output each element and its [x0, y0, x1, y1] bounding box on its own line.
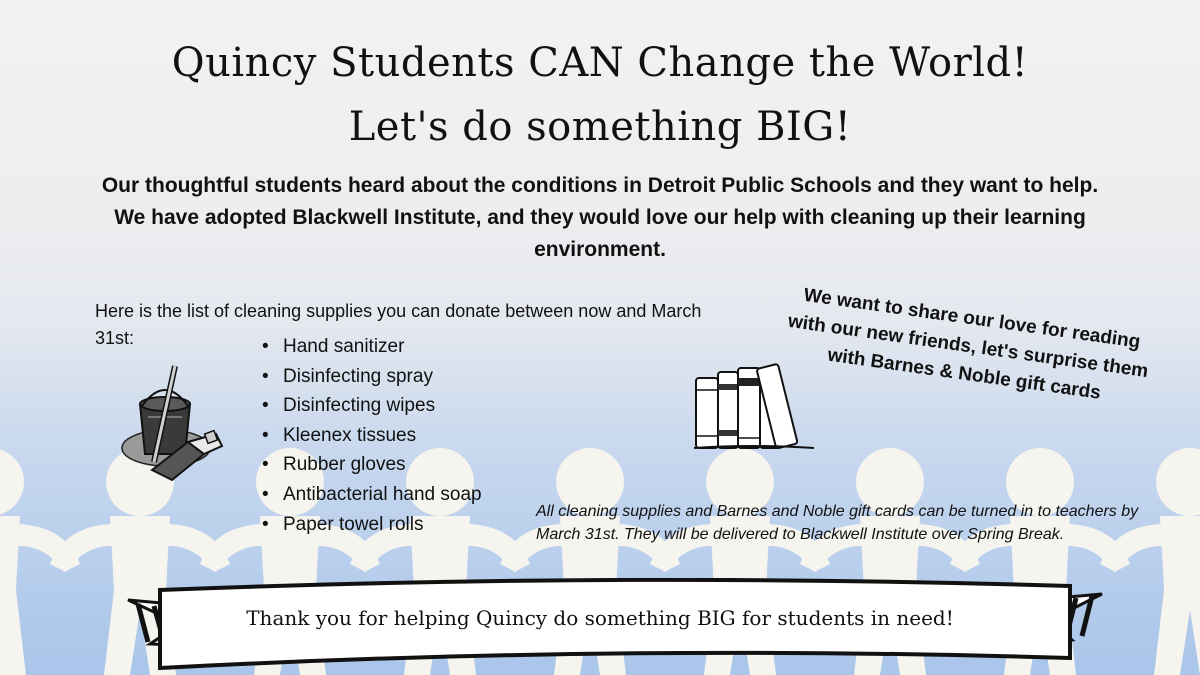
- cleaning-bucket-icon: [118, 362, 228, 484]
- supplies-intro: Here is the list of cleaning supplies you can donate between now and March 31st:: [95, 301, 702, 348]
- supply-item: • Disinfecting wipes: [262, 391, 482, 421]
- supply-item: • Paper towel rolls: [262, 510, 482, 540]
- thank-you-message: Thank you for helping Quincy do something BIG for students in need!: [246, 606, 954, 630]
- title-line-1: Quincy Students CAN Change the World!: [171, 40, 1029, 86]
- intro-paragraph: Our thoughtful students heard about the conditions in Detroit Public Schools and they want to help. We have adopted Blackwell Institute, and they would love our help with cleaning up their learning environment.: [101, 174, 1099, 261]
- supply-item: • Rubber gloves: [262, 450, 482, 480]
- dropoff-note: All cleaning supplies and Barnes and Noble gift cards can be turned in to teachers by March 31st. They will be delivered to Blackwell Institute over Spring Break.: [536, 503, 1139, 543]
- books-icon: [690, 362, 820, 454]
- title-line-2: Let's do something BIG!: [348, 104, 852, 150]
- supply-item: • Hand sanitizer: [262, 332, 482, 362]
- gift-card-message: We want to share our love for reading with our new friends, let's surprise them with Barnes & Noble gift cards: [786, 284, 1150, 404]
- supply-item: • Disinfecting spray: [262, 362, 482, 392]
- paper-person: [1100, 448, 1200, 675]
- supply-item: • Antibacterial hand soap: [262, 480, 482, 510]
- supply-list: [262, 332, 482, 539]
- supply-item: • Kleenex tissues: [262, 421, 482, 451]
